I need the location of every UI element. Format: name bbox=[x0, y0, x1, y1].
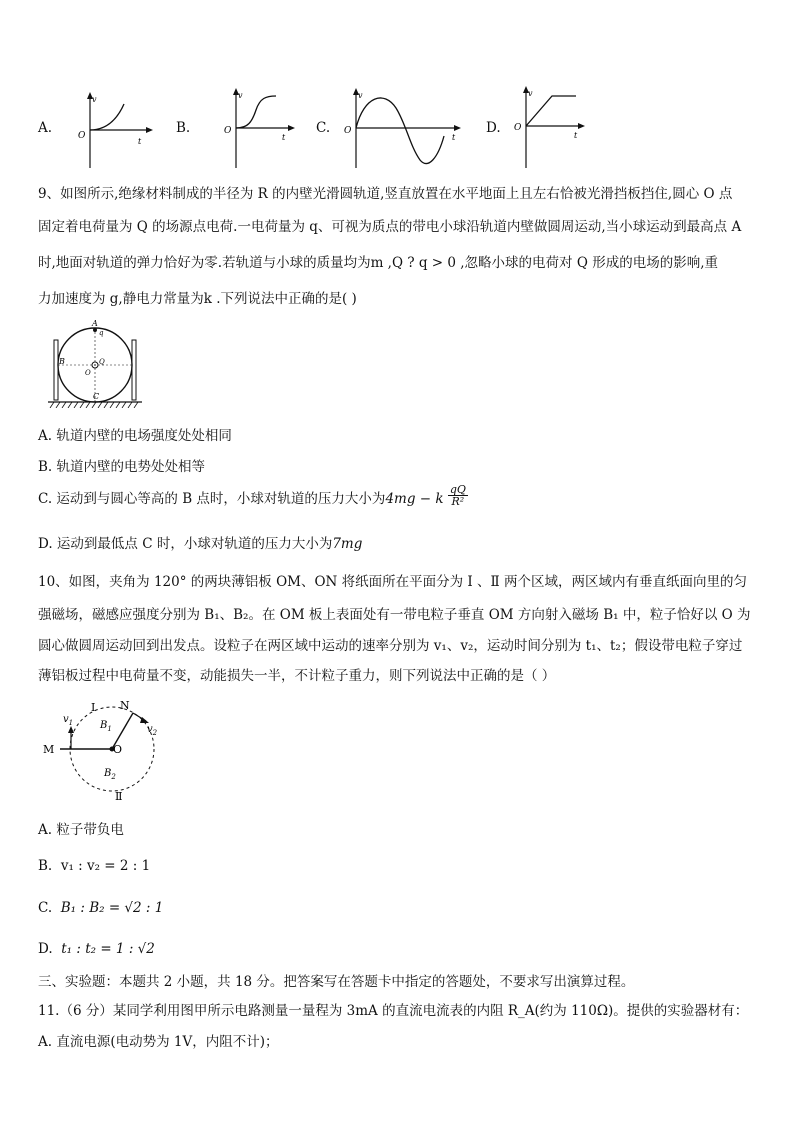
q10-option-d bbox=[38, 943, 155, 957]
region-i-label: I bbox=[91, 701, 96, 714]
plate-n-label: N bbox=[120, 699, 130, 712]
origin-label: O bbox=[78, 131, 86, 141]
origin-label: O bbox=[224, 126, 232, 136]
q10-option-c-expr: B₁ : B₂ = √2 : 1 bbox=[60, 900, 164, 916]
v2-label: $v_2$ bbox=[147, 724, 158, 737]
q8-option-a-graph bbox=[72, 90, 154, 170]
axis-t-label: t bbox=[574, 131, 578, 140]
center-o-label: O bbox=[113, 743, 123, 756]
axis-v-label: v bbox=[92, 95, 97, 104]
charge-q-label: q bbox=[99, 329, 104, 337]
q10-option-c-label: C. bbox=[38, 900, 53, 916]
q8-option-b-graph bbox=[218, 86, 296, 170]
q8-option-a-letter: A. bbox=[38, 120, 53, 136]
point-c-label: C bbox=[93, 392, 100, 401]
b2-label: $B_2$ bbox=[104, 768, 116, 781]
axis-t-label: t bbox=[282, 133, 286, 142]
axis-v-label: v bbox=[358, 91, 363, 100]
q11-line-1: 11.（6 分）某同学利用图甲所示电路测量一量程为 3mA 的直流电流表的内阻 R_A(约为 110Ω)。提供的实验器材有： bbox=[38, 1003, 749, 1019]
section-3-heading: 三、实验题：本题共 2 小题，共 18 分。把答案写在答题卡中指定的答题处，不要求写出演算过程。 bbox=[38, 974, 635, 990]
q9-option-c-text: C. 运动到与圆心等高的 B 点时，小球对轨道的压力大小为 bbox=[38, 491, 386, 507]
q9-line-4: 力加速度为 g,静电力常量为k .下列说法中正确的是( ) bbox=[38, 291, 357, 307]
q9-line-3: 时,地面对轨道的弹力恰好为零.若轨道与小球的质量均为m ,Q ? q > 0 ,忽略小球的电荷对 Q 形成的电场的影响,重 bbox=[38, 255, 719, 271]
q10-option-d-expr: t₁ : t₂ = 1 : √2 bbox=[61, 941, 155, 957]
q10-option-b bbox=[38, 860, 150, 874]
q11-option-a: A. 直流电源(电动势为 1V，内阻不计)； bbox=[38, 1034, 279, 1050]
point-b-label: B bbox=[59, 357, 65, 366]
center-o-label: O bbox=[85, 369, 91, 377]
q9-option-b: B. 轨道内壁的电势处处相等 bbox=[38, 459, 206, 475]
q10-option-a: A. 粒子带负电 bbox=[38, 822, 124, 838]
q8-option-c-graph bbox=[340, 86, 464, 170]
q8-option-c-letter: C. bbox=[316, 120, 331, 136]
q10-line-2: 强磁场，磁感应强度分别为 B₁、B₂。在 OM 板上表面处有一带电粒子垂直 OM 方向射入磁场 B₁ 中，粒子恰好以 O 为 bbox=[38, 607, 751, 623]
charge-big-q-label: Q bbox=[99, 358, 105, 366]
axis-t-label: t bbox=[452, 133, 456, 142]
q10-line-4: 薄铝板过程中电荷量不变，动能损失一半，不计粒子重力，则下列说法中正确的是（ ） bbox=[38, 668, 556, 684]
q8-option-d-graph bbox=[512, 84, 588, 170]
origin-label: O bbox=[514, 123, 522, 133]
fraction-numerator: qQ bbox=[449, 483, 466, 496]
q9-option-d bbox=[38, 538, 362, 552]
q9-line-2: 固定着电荷量为 Q 的场源点电荷.一电荷量为 q、可视为质点的带电小球沿轨道内壁做圆周运动,当小球运动到最高点 A bbox=[38, 219, 742, 235]
q9-option-c-fraction bbox=[448, 484, 468, 507]
q10-option-b-label: B. bbox=[38, 858, 53, 874]
q8-option-b-letter: B. bbox=[176, 120, 191, 136]
q10-line-1: 10、如图，夹角为 120° 的两块薄铝板 OM、ON 将纸面所在平面分为 Ⅰ 、Ⅱ 两个区域，两区域内有垂直纸面向里的匀 bbox=[38, 574, 748, 590]
q8-option-d-letter: D. bbox=[486, 120, 501, 136]
q10-option-c bbox=[38, 902, 163, 916]
q10-option-b-expr: v₁ : v₂ = 2 : 1 bbox=[60, 858, 151, 874]
q9-option-d-expr: 7mg bbox=[332, 536, 363, 552]
q10-option-d-label: D. bbox=[38, 941, 53, 957]
plate-m-label: M bbox=[43, 743, 55, 756]
q9-figure bbox=[44, 318, 148, 408]
axis-t-label: t bbox=[138, 137, 142, 146]
q9-option-a: A. 轨道内壁的电场强度处处相同 bbox=[38, 428, 232, 444]
v1-label: $v_1$ bbox=[63, 714, 74, 727]
axis-v-label: v bbox=[528, 89, 533, 98]
b1-label: $B_1$ bbox=[100, 720, 112, 733]
point-a-label: A bbox=[92, 319, 98, 328]
q10-line-3: 圆心做圆周运动回到出发点。设粒子在两区域中运动的速率分别为 v₁、v₂，运动时间分别为 t₁、t₂；假设带电粒子穿过 bbox=[38, 638, 743, 654]
q9-option-c bbox=[38, 483, 468, 508]
axis-v-label: v bbox=[238, 91, 243, 100]
q10-figure bbox=[40, 694, 180, 806]
q9-option-c-expr: 4mg − k bbox=[385, 491, 444, 507]
q9-line-1: 9、如图所示,绝缘材料制成的半径为 R 的内壁光滑圆轨道,竖直放置在水平地面上且左右恰被光滑挡板挡住,圆心 O 点 bbox=[38, 186, 733, 202]
region-ii-label: Ⅱ bbox=[115, 790, 123, 803]
origin-label: O bbox=[344, 126, 352, 136]
q9-option-d-text: D. 运动到最低点 C 时，小球对轨道的压力大小为 bbox=[38, 536, 333, 552]
fraction-denominator: R² bbox=[451, 495, 465, 508]
